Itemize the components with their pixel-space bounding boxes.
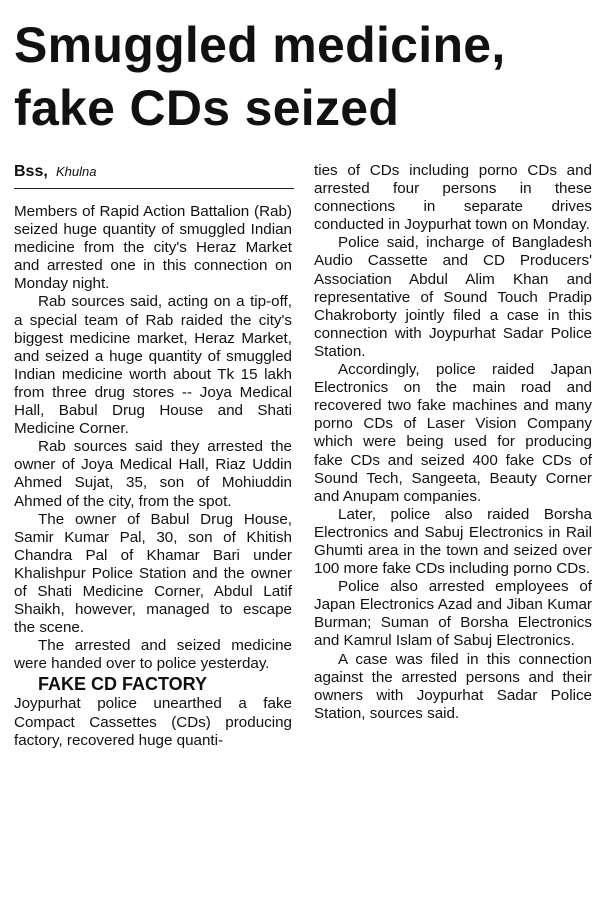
subheading: FAKE CD FACTORY [38,674,208,695]
paragraph: Later, police also raided Borsha Electronics and Sabuj Electronics in Rail Ghumti area in the town and seized over 100 more fake CDs including porno CDs. [314,505,592,578]
article-column-2 [314,162,592,723]
paragraph: Members of Rapid Action Battalion (Rab) seized huge quantity of smuggled Indian medicine from the city's Heraz Market and arrested one in this connection on Monday night. [14,203,292,293]
paragraph: Police said, incharge of Bangladesh Audio Cassette and CD Producers' Association Abdul Alim Khan and representative of Sound Touch Pradip Chakroborty jointly filed a case in this connection with Joypurhat Sadar Police Station. [314,234,592,360]
paragraph: Accordingly, police raided Japan Electronics on the main road and recovered two fake machines and many porno CDs of Laser Vision Company which were being used for producing fake CDs and seized 400 fake CDs of Sound Tech, Sangeeta, Beauty Corner and Anupam companies. [314,361,592,505]
paragraph: Police also arrested employees of Japan Electronics Azad and Jiban Kumar Burman; Suman of Borsha Electronics and Kamrul Islam of Sabuj Electronics. [314,578,592,650]
paragraph: The arrested and seized medicine were handed over to police yesterday. [14,637,292,673]
headline-line-2: fake CDs seized [14,80,400,136]
article-column-1 [14,203,292,750]
paragraph: Joypurhat police unearthed a fake Compact Cassettes (CDs) producing factory, recovered huge quanti- [14,695,292,749]
byline-divider [14,188,294,189]
byline [14,163,294,181]
byline-source: Bss, [14,163,48,180]
paragraph: A case was filed in this connection against the arrested persons and their owners with Joypurhat Sadar Police Station, sources said. [314,650,592,722]
paragraph: Rab sources said they arrested the owner of Joya Medical Hall, Riaz Uddin Ahmed Sujat, 35, son of Mohiuddin Ahmed of the city, from the spot. [14,438,292,510]
byline-place: Khulna [55,164,97,179]
headline [14,14,599,140]
paragraph-continuation: ties of CDs including porno CDs and arrested four persons in these connections in separate drives conducted in Joypurhat town on Monday. [314,162,592,234]
paragraph: Rab sources said, acting on a tip-off, a special team of Rab raided the city's biggest medicine market, Heraz Market, and seized a huge quantity of smuggled Indian medicine worth about Tk 15 lakh from three drug stores -- Joya Medical Hall, Babul Drug House and Shati Medicine Corner. [14,293,292,438]
paragraph: The owner of Babul Drug House, Samir Kumar Pal, 30, son of Khitish Chandra Pal of Khamar Bari under Khalishpur Police Station and the owner of Shati Medicine Corner, Abdul Latif Shaikh, however, managed to escape the scene. [14,510,292,637]
headline-line-1: Smuggled medicine, [14,17,506,73]
